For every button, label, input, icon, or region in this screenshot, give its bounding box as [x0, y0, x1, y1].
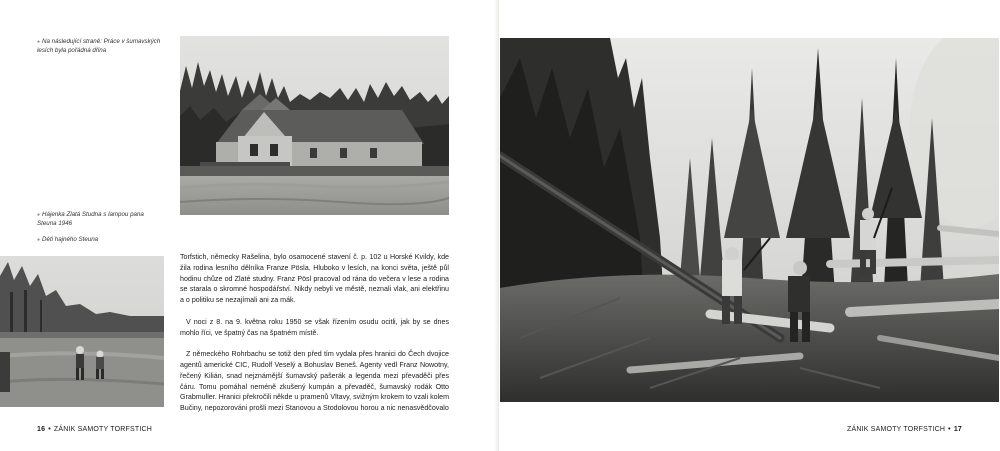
caption-bullet: ●	[37, 212, 41, 218]
page-number: 16	[37, 426, 46, 433]
left-page	[0, 0, 497, 451]
body-text	[180, 252, 449, 414]
photo-forester-lodge	[180, 36, 449, 215]
body-paragraph: V noci z 8. na 9. května roku 1950 se však řízením osudu ocitli, jak by se dnes mohlo říci, ve špatný čas na špatném místě.	[180, 317, 449, 337]
caption-text: Na následující straně: Práce v šumavských lesích byla pořádná dřina	[37, 38, 161, 54]
photo-logging-workers	[500, 38, 999, 402]
page-number: 17	[953, 426, 962, 433]
caption-bullet: ●	[37, 237, 41, 243]
body-paragraph: Torfstich, německy Rašelina, bylo osamocené stavení č. p. 102 u Horské Kvildy, kde žila rodina lesního dělníka Franze Pösla. Hluboko v lesích, na konci světa, ještě půl hodinu chůze od Zlaté studny. Franz Pösl pracoval od rána do večera v lese a rodina se starala o skromné hospodářství. Nikdy nebyli ve městě, neznali vlak, ani elektřinu a o politiku se nezajímali ani za mák.	[180, 253, 449, 305]
folio-right	[847, 426, 962, 433]
caption-children	[37, 236, 162, 245]
folio-separator: •	[48, 426, 51, 433]
caption-text: Hájenka Zlatá Studna s lampou pana Steuna 1946	[37, 211, 144, 227]
caption-next-page	[37, 38, 162, 55]
folio-separator: •	[948, 426, 951, 433]
folio-left	[37, 426, 152, 433]
running-title: ZÁNIK SAMOTY TORFSTICH	[847, 426, 946, 433]
body-paragraph: Z německého Rohrbachu se totiž den před tím vydala přes hranici do Čech dvojice agentů americké CIC, Rudolf Veselý a Bohuslav Beneš. Agenty vedl Franz Nowotny, řečený Kilián, snad nejznámější šumavský pašerák a legenda mezi převaděči přes čáru. Tomu pomáhal neméně zkušený kumpán a převaděč, šumavský rodák Otto Grabmuller. Hranici překročili někde u pramenů Vltavy, svižným krokem to vzali kolem Bučiny, nepozorováni prošli mezi Stanovou a Stodolovou horou a nic nenasvědčovalo	[180, 350, 449, 413]
running-title: ZÁNIK SAMOTY TORFSTICH	[53, 426, 152, 433]
caption-house	[37, 211, 162, 228]
photo-forester-children	[0, 256, 164, 407]
caption-bullet: ●	[37, 39, 41, 45]
caption-text: Děti hajného Steuna	[42, 236, 99, 243]
